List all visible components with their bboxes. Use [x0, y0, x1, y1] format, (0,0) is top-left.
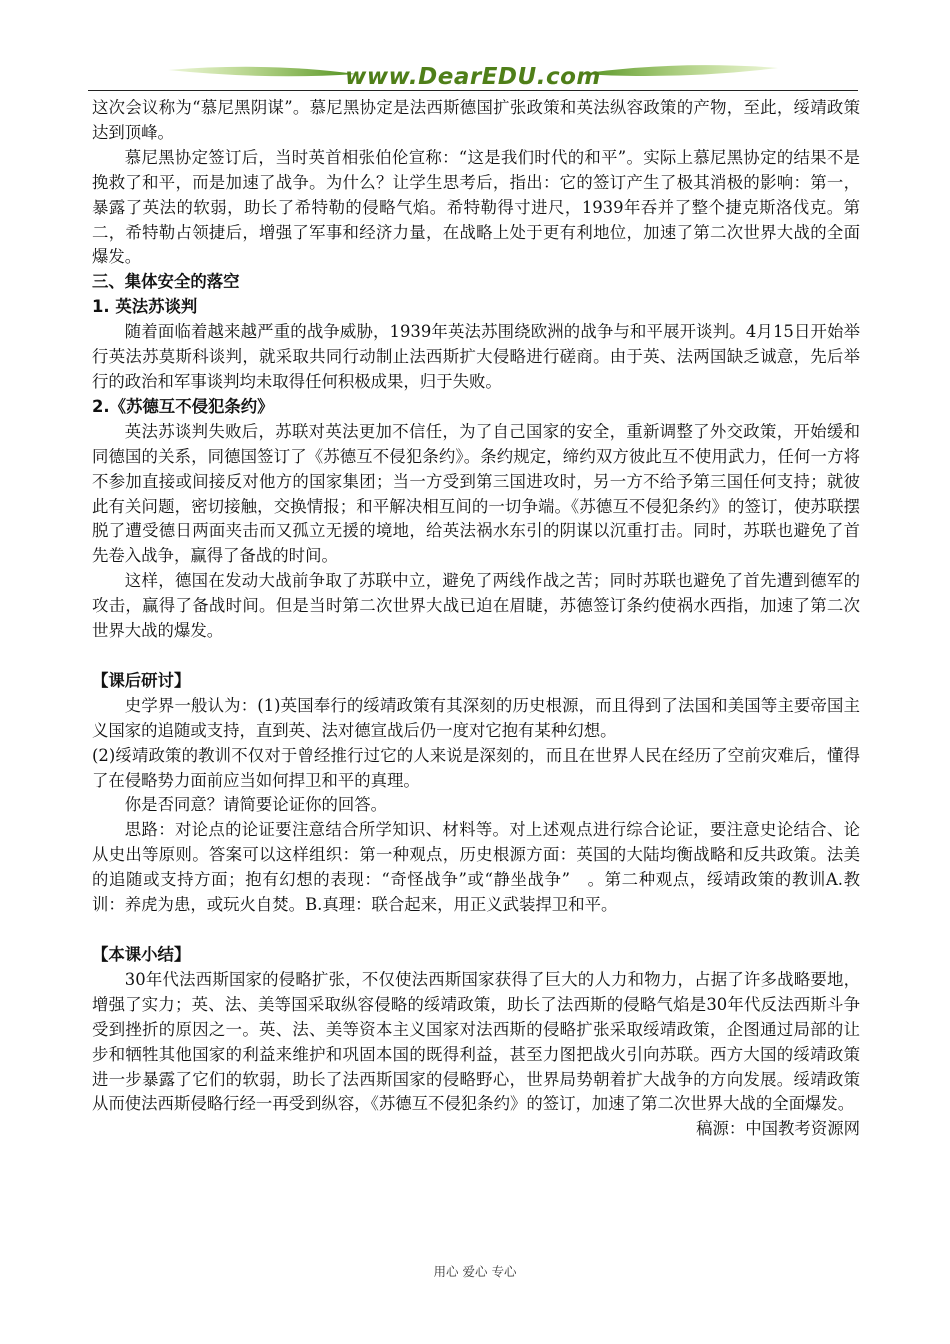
paragraph: 这样，德国在发动大战前争取了苏联中立，避免了两线作战之苦；同时苏联也避免了首先遭到德军的攻击，赢得了备战时间。但是当时第二次世界大战已迫在眉睫，苏德签订条约使祸水西指，加速了第二次世界大战的爆发。: [92, 571, 860, 641]
paragraph: (2)绥靖政策的教训不仅对于曾经推行过它的人来说是深刻的，而且在世界人民在经历了空前灾难后，懂得了在侵略势力面前应当如何捍卫和平的真理。: [92, 745, 860, 790]
paragraph: 你是否同意？请简要论证你的回答。: [124, 795, 388, 815]
subsection-heading: 1. 英法苏谈判: [92, 297, 198, 317]
page-footer: 用心 爱心 专心: [433, 1264, 517, 1279]
section-heading: 【本课小结】: [92, 945, 191, 964]
section-heading: 三、集体安全的落空: [92, 272, 240, 292]
paragraph: 慕尼黑协定签订后，当时英首相张伯伦宣称：“这是我们时代的和平”。实际上慕尼黑协定的结果不是挽救了和平，而是加速了战争。为什么？让学生思考后，指出：它的签订产生了极其消极的影响：第一，暴露了英法的软弱，助长了希特勒的侵略气焰。希特勒得寸进尺，1939年吞并了整个捷克斯洛伐克。第二，希特勒占领捷后，增强了军事和经济力量，在战略上处于更有利地位，加速了第二次世界大战的全面爆发。: [92, 147, 860, 267]
spacer: [92, 918, 860, 943]
paragraph: 随着面临着越来越严重的战争威胁，1939年英法苏围绕欧洲的战争与和平展开谈判。4月15日开始举行英法苏莫斯科谈判，就采取共同行动制止法西斯扩大侵略进行磋商。由于英、法两国缺乏诚意，先后举行的政治和军事谈判均未取得任何积极成果，归于失败。: [92, 322, 860, 391]
document-body: [92, 96, 860, 1142]
paragraph: 英法苏谈判失败后，苏联对英法更加不信任，为了自己国家的安全，重新调整了外交政策，开始缓和同德国的关系，同德国签订了《苏德互不侵犯条约》。条约规定，缔约双方彼此互不使用武力，任何一方将不参加直接或间接反对他方的国家集团；当一方受到第三国进攻时，另一方不给予第三国任何支持；就彼此有关问题，密切接触，交换情报；和平解决相互间的一切争端。《苏德互不侵犯条约》的签订，使苏联摆脱了遭受德日两面夹击而又孤立无援的境地，给英法祸水东引的阴谋以沉重打击。同时，苏联也避免了首先卷入战争，赢得了备战的时间。: [92, 421, 860, 566]
site-logo-text[interactable]: www.DearEDU.com: [345, 64, 601, 90]
section-heading: 【课后研讨】: [92, 670, 191, 690]
paragraph: 思路：对论点的论证要注意结合所学知识、材料等。对上述观点进行综合论证，要注意史论结合、论从史出等原则。答案可以这样组织：第一种观点，历史根源方面：英国的大陆均衡战略和反共政策。法美的追随或支持方面；抱有幻想的表现：“奇怪战争”或“静坐战争” 。第二种观点，绥靖政策的教训A.教训：养虎为患，或玩火自焚。B.真理：联合起来，用正义武装捍卫和平。: [92, 820, 860, 915]
header-rule: [88, 90, 858, 91]
page-header: [88, 50, 858, 100]
paragraph: 30年代法西斯国家的侵略扩张，不仅使法西斯国家获得了巨大的人力和物力，占据了许多战略要地，增强了实力；英、法、美等国采取纵容侵略的绥靖政策，助长了法西斯的侵略气焰是30年代反法西斯斗争受到挫折的原因之一。英、法、美等资本主义国家对法西斯的侵略扩张采取绥靖政策，企图通过局部的让步和牺牲其他国家的利益来维护和巩固本国的既得利益，甚至力图把战火引向苏联。西方大国的绥靖政策进一步暴露了它们的软弱，助长了法西斯国家的侵略野心，世界局势朝着扩大战争的方向发展。绥靖政策从而使法西斯侵略行经一再受到纵容，《苏德互不侵犯条约》的签订，加速了第二次世界大战的全面爆发。: [92, 969, 860, 1114]
subsection-heading: 2.《苏德互不侵犯条约》: [92, 396, 274, 416]
paragraph: 这次会议称为“慕尼黑阴谋”。慕尼黑协定是法西斯德国扩张政策和英法纵容政策的产物，至此，绥靖政策达到顶峰。: [92, 98, 860, 142]
paragraph: 史学界一般认为：(1)英国奉行的绥靖政策有其深刻的历史根源，而且得到了法国和美国等主要帝国主义国家的追随或支持，直到英、法对德宣战后仍一度对它抱有某种幻想。: [92, 695, 860, 740]
spacer: [92, 644, 860, 669]
source-line: 稿源：中国教考资源网: [696, 1119, 860, 1139]
